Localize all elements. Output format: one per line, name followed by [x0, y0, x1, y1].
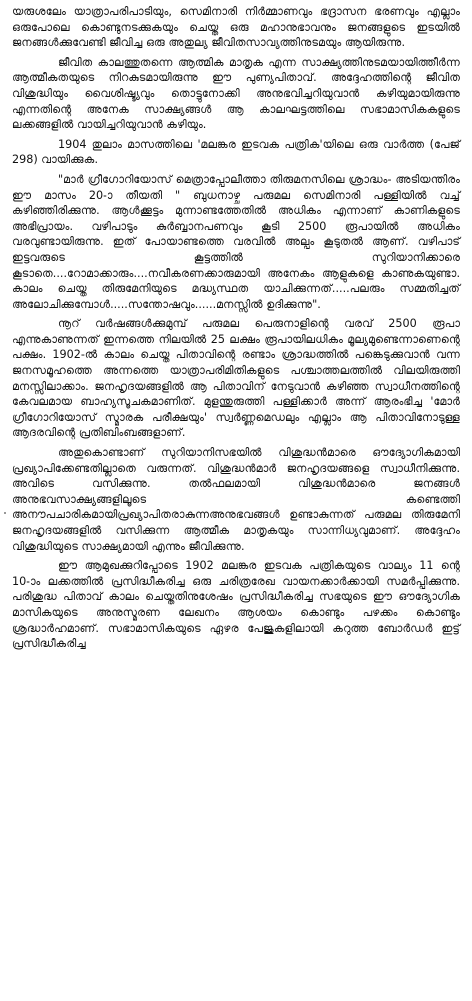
- paragraph-1: യരുശലേം യാത്രാപരിപാടിയും, സെമിനാരി നിർമ്മാണവും ഭദ്രാസന ഭരണവും എല്ലാം ഒരുപോലെ കൊണ്ടുനടക്കുകയും ചെയ്ത ഒരു മഹാനുഭാവനും ജനങ്ങളുടെ ഇടയിൽ ജനങ്ങൾക്കുവേണ്ടി ജീവിച്ച ഒരു അതുല്യ ജീവിതസാവ്യത്തിനുടമയും ആയിരുന്നു.: [12, 5, 460, 50]
- margin-mark: [4, 512, 6, 514]
- paragraph-7: ഈ ആമുഖക്കുറിപ്പോടെ 1902 മലങ്കര ഇടവക പത്രികയുടെ വാല്യം 11 ന്റെ 10-ാം ലക്കത്തിൽ പ്രസിദ്ധീകരിച്ച ഒരു ചരിത്രരേഖ വായനക്കാർക്കായി സമർപ്പിക്കുന്നു. പരിശുദ്ധ പിതാവ് കാലം ചെയ്തതിനുശേഷം പ്രസിദ്ധീകരിച്ച സഭയുടെ ഈ ഔദ്യോഗിക മാസികയുടെ അനുസ്മരണ ലേഖനം ആശയം കൊണ്ടും പഴക്കം കൊണ്ടും ശ്രദ്ധാർഹമാണ്. സഭാമാസികയുടെ ഏഴര പേജുകളിലായി കറുത്ത ബോർഡർ ഇട്ട് പ്രസിദ്ധീകരിച്ച: [12, 559, 460, 651]
- paragraph-6: അതുകൊണ്ടാണ് സുറിയാനിസഭയിൽ വിശുദ്ധൻമാരെ ഔദ്യോഗികമായി പ്രഖ്യാപിക്കേണ്ടതില്ലാതെ വരുന്നത്. വിശുദ്ധൻമാർ ജനഹൃദയങ്ങളെ സ്വാധീനിക്കുന്നു. അവിടെ വസിക്കുന്നു. തൽഫലമായി വിശുദ്ധൻമാരെ ജനങ്ങൾ അനുഭവസാക്ഷ്യങ്ങളിലൂടെ കണ്ടെത്തി അനൗപചാരികമായിപ്രഖ്യാപിതരാകുന്നഅനുഭവങ്ങൾ ഉണ്ടാകുന്നത് പരുമല തിരുമേനി ജനഹൃദയങ്ങളിൽ വസിക്കുന്ന ആത്മീക മാതൃകയും സാന്നിധ്യവുമാണ്. അദ്ദേഹം വിശുദ്ധിയുടെ സാക്ഷ്യമായി എന്നും ജീവിക്കുന്നു.: [12, 446, 460, 553]
- paragraph-2: ജീവിത കാലത്തുതന്നെ ആത്മിക മാതൃക എന്ന സാക്ഷ്യത്തിനുടമയായിത്തീർന്ന ആത്മീകതയുടെ നിറകുടമായിരുന്നു ഈ പുണ്യപിതാവ്. അദ്ദേഹത്തിന്റെ ജീവിത വിശുദ്ധിയും വൈശിഷ്ട്യവും തൊട്ടുനോക്കി അനുഭവിച്ചറിയുവാൻ കഴിയുമായിരുന്നു എന്നതിന്റെ അനേക സാക്ഷ്യങ്ങൾ ആ കാലഘട്ടത്തിലെ സഭാമാസികകളുടെ ലക്കങ്ങളിൽ വായിച്ചറിയുവാൻ കഴിയും.: [12, 55, 460, 132]
- paragraph-3: 1904 തുലാം മാസത്തിലെ 'മലങ്കര ഇടവക പത്രിക'യിലെ ഒരു വാർത്ത (പേജ് 298) വായിക്കുക.: [12, 137, 460, 167]
- quote-paragraph: "മാർ ഗ്രീഗോറിയോസ് മെത്രാപ്പോലീത്താ തിരുമനസിലെ ശ്രാദ്ധം- അടിയന്തിരം ഈ മാസം 20-ാ തീയതി " ബുധനാഴ്ച പരുമല സെമിനാരി പള്ളിയിൽ വച്ച് കഴിഞ്ഞിരിക്കുന്നു. ആൾക്കൂട്ടം മുന്നാണ്ടത്തേതിൽ അധികം എന്നാണ് കാണികളുടെ അഭിപ്രായം. വഴിപാടും കുർബ്ബാനപണവും കൂടി 2500 രൂപായിൽ അധികം വരവുണ്ടായിരുന്നു. ഇത് പോയാണ്ടത്തെ വരവിൽ അല്പം കൂടുതൽ ആണ്. വഴിപാട് ഇട്ടവരുടെ കൂട്ടത്തിൽ സുറിയാനിക്കാരെ കൂടാതെ....റോമാക്കാരും....നവീകരണക്കാരുമായി അനേകം ആളുകളെ കാണുകയുണ്ടാ. കാലം ചെയ്ത തിരുമേനിയുടെ മദ്ധ്യസ്ഥത യാചിക്കുന്നത്.....പലരും സമ്മതിച്ചത് അലോചിക്കുമ്പോൾ.....സന്തോഷവും......മനസ്സിൽ ഉദിക്കുന്നു".: [12, 172, 460, 311]
- paragraph-5: നൂറ് വർഷങ്ങൾക്കുമുമ്പ് പരുമല പെരുനാളിന്റെ വരവ് 2500 രൂപാ എന്നുകാണുന്നത് ഇന്നത്തെ നിലയിൽ 25 ലക്ഷം രൂപായിലധികം മൂല്യമുണ്ടെന്നാണെന്റെ പക്ഷം. 1902-ൽ കാലം ചെയ്ത പിതാവിന്റെ രണ്ടാം ശ്രാദ്ധത്തിൽ പങ്കെടുക്കുവാൻ വന്ന ജനസമൂഹത്തെ അന്നത്തെ യാത്രാപരിമിതികളുടെ പശ്ചാത്തലത്തിൽ വിലയിരുത്തി മനസ്സിലാക്കാം. ജനഹൃദയങ്ങളിൽ ആ പിതാവിന് നേടുവാൻ കഴിഞ്ഞ സ്വാധീനത്തിന്റെ കേവലമായ ബാഹ്യസൂചകമാണിത്. മുളന്തുരുത്തി പള്ളിക്കാർ അന്ന് ആരംഭിച്ച 'മോർ ഗ്രീഗോറിയോസ് സ്മാരക പരീക്ഷയും' സ്വർണ്ണമെഡലും എല്ലാം ആ പിതാവിനോടുള്ള ആദരവിന്റെ പ്രതിബിംബങ്ങളാണ്.: [12, 317, 460, 440]
